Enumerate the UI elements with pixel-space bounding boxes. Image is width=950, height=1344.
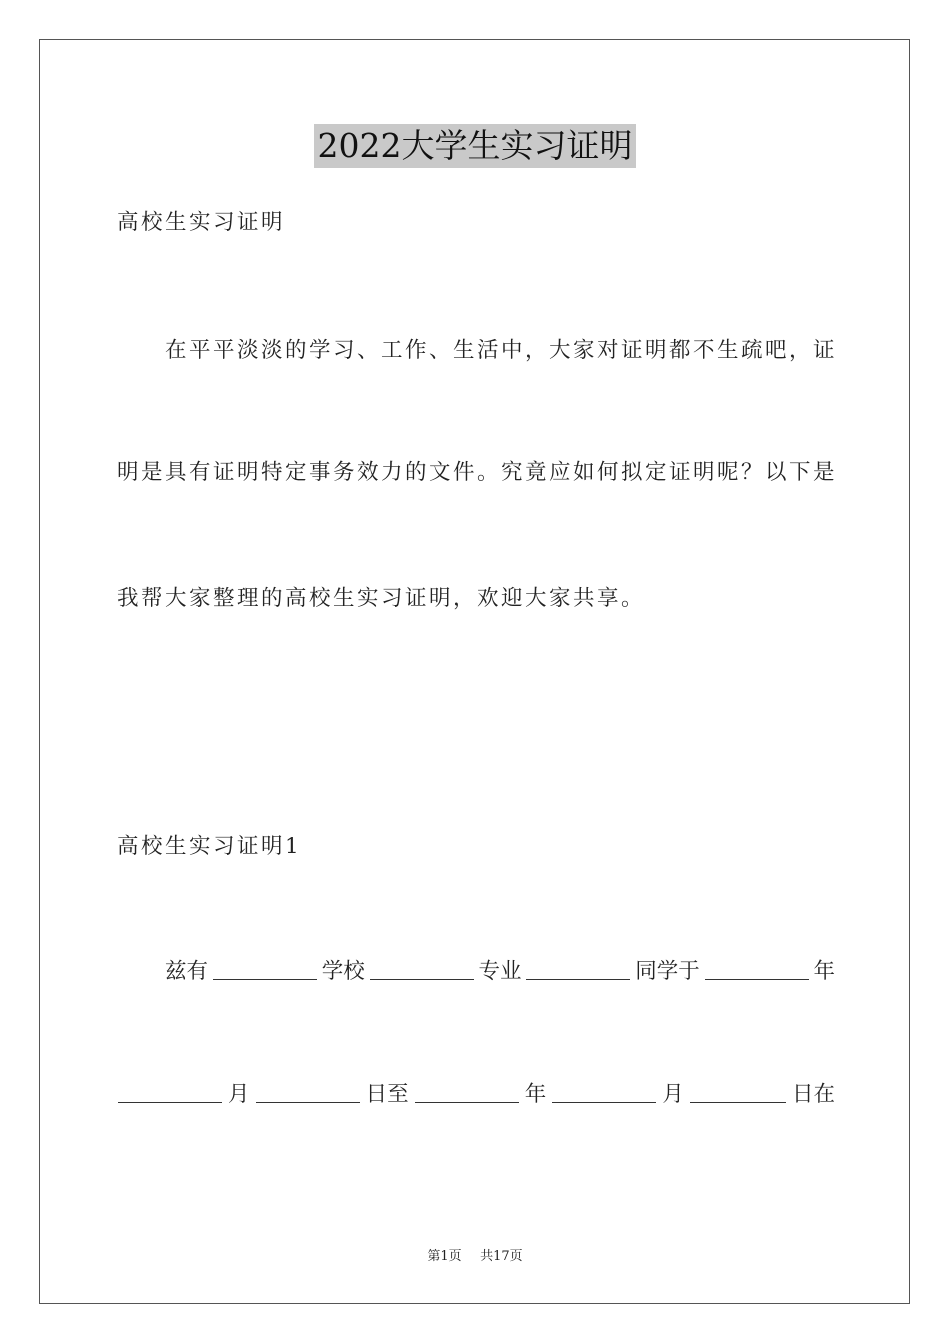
fill-blank <box>415 1080 519 1103</box>
fill-blank <box>526 957 630 980</box>
document-title-text: 2022大学生实习证明 <box>314 124 637 168</box>
form-text: 年 <box>524 1082 547 1107</box>
paragraph-1-line-1: 在平平淡淡的学习、工作、生活中，大家对证明都不生疏吧，证 <box>165 338 838 363</box>
document-title <box>0 124 950 174</box>
section-heading-2: 高校生实习证明1 <box>117 834 302 859</box>
paragraph-1-line-2: 明是具有证明特定事务效力的文件。究竟应如何拟定证明呢？以下是 <box>117 460 838 485</box>
form-text: 同学于 <box>635 959 700 984</box>
fill-blank <box>213 957 317 980</box>
section-heading-1: 高校生实习证明 <box>117 210 286 235</box>
page-number: 第1页 <box>427 1249 462 1264</box>
page-footer <box>0 1247 950 1267</box>
form-text: 月 <box>228 1082 250 1107</box>
form-line-1 <box>165 957 835 987</box>
form-text: 年 <box>813 959 835 984</box>
total-pages: 共17页 <box>480 1249 523 1264</box>
fill-blank <box>705 957 809 980</box>
fill-blank <box>118 1080 222 1103</box>
form-line-2 <box>117 1080 835 1110</box>
fill-blank <box>256 1080 360 1103</box>
form-text: 专业 <box>478 959 522 984</box>
form-text: 月 <box>662 1082 684 1107</box>
fill-blank <box>370 957 474 980</box>
paragraph-1-line-3: 我帮大家整理的高校生实习证明，欢迎大家共享。 <box>117 586 646 611</box>
fill-blank <box>690 1080 786 1103</box>
form-text: 兹有 <box>165 959 209 984</box>
form-text: 日至 <box>365 1082 409 1107</box>
form-text: 学校 <box>321 959 365 984</box>
form-text: 日在 <box>791 1082 835 1107</box>
fill-blank <box>552 1080 656 1103</box>
